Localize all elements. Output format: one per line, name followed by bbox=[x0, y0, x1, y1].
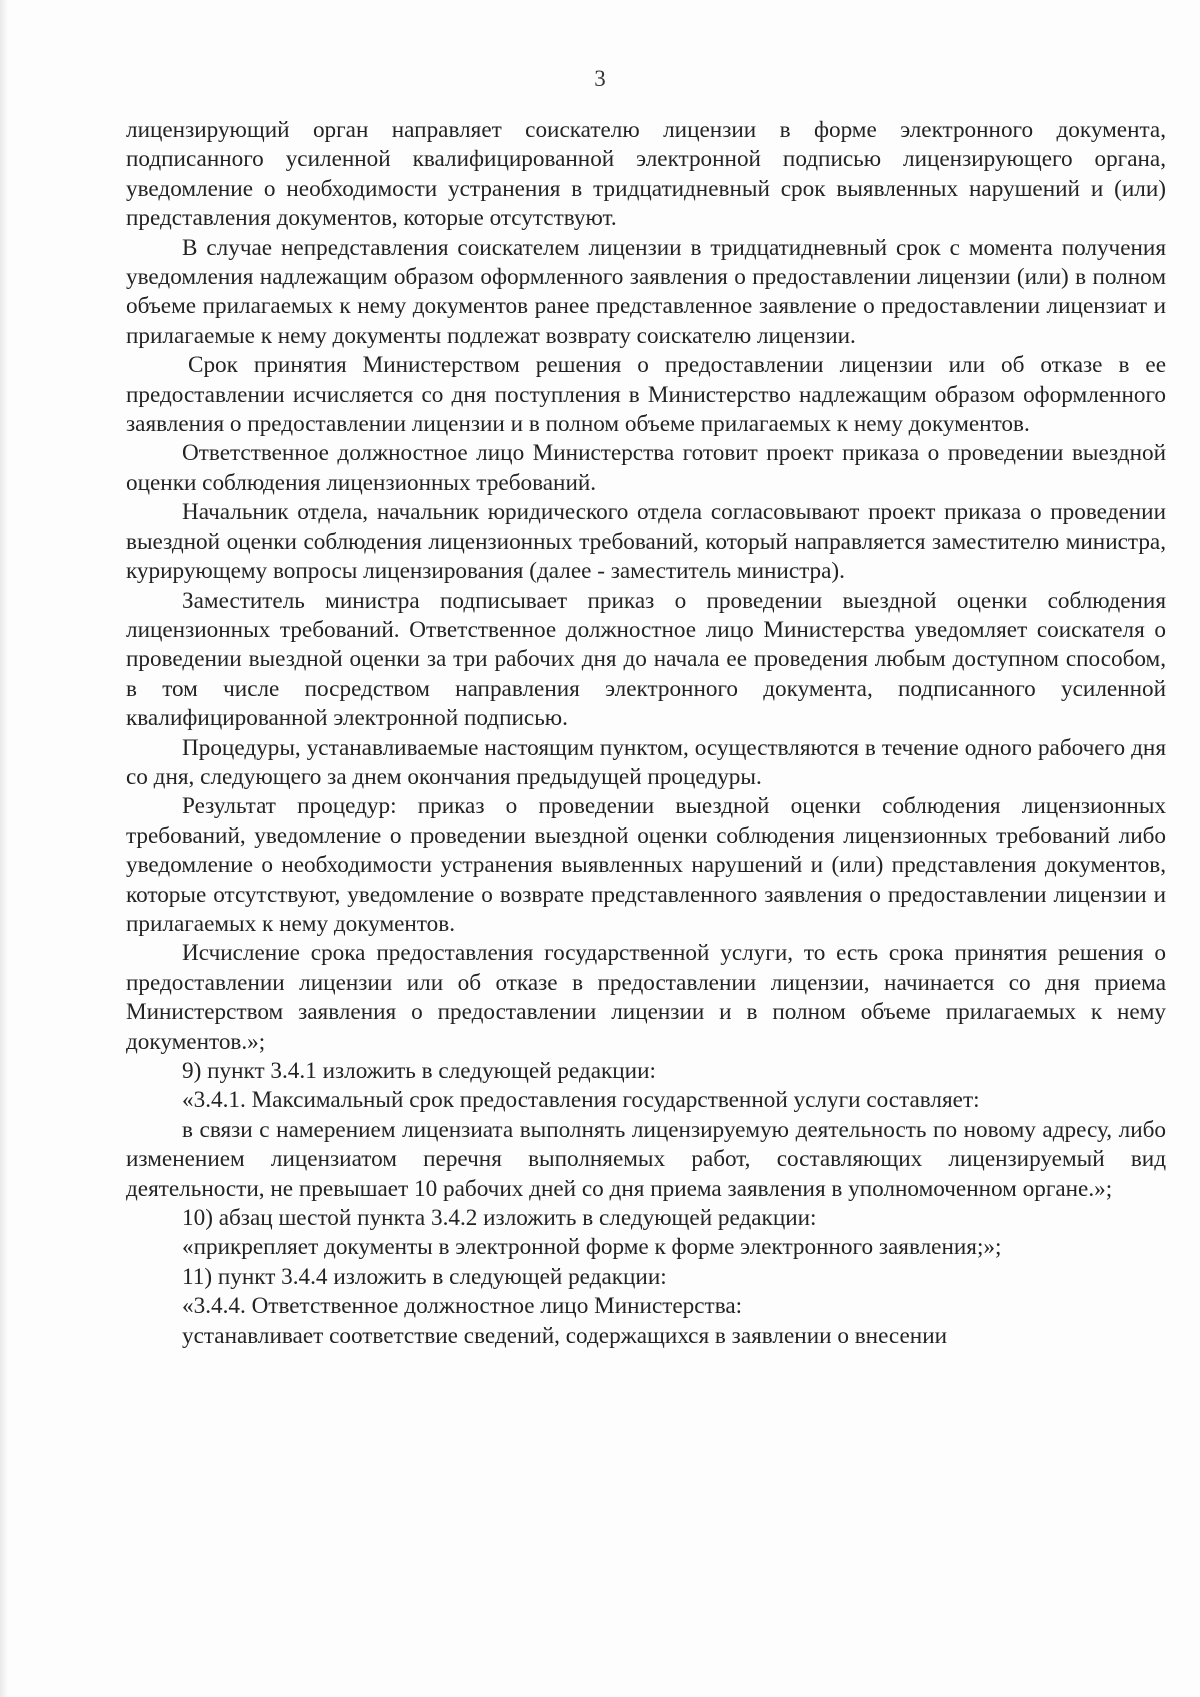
paragraph: лицензирующий орган направляет соискателю лицензии в форме электронного документа, подписанного усиленной квалифицированной электронной подписью лицензирующего органа, уведомление о необходимости устранения в тридцатидневный срок выявленных нарушений и (или) представления документов, которые отсутствуют. bbox=[126, 117, 1166, 232]
scan-shadow-edge bbox=[0, 0, 8, 1697]
paragraph: «3.4.1. Максимальный срок предоставления государственной услуги составляет: bbox=[182, 1087, 980, 1114]
paragraph: Ответственное должностное лицо Министерства готовит проект приказа о проведении выездной оценки соблюдения лицензионных требований. bbox=[126, 440, 1166, 496]
paragraph: Начальник отдела, начальник юридического отдела согласовывают проект приказа о проведении выездной оценки соблюдения лицензионных требований, который направляется заместителю министра, курирующему вопросы лицензирования (далее - заместитель министра). bbox=[126, 499, 1166, 585]
paragraph: Срок принятия Министерством решения о предоставлении лицензии или об отказе в ее предоставлении исчисляется со дня поступления в Министерство надлежащим образом оформленного заявления о предоставлении лицензии и в полном объеме прилагаемых к нему документов. bbox=[126, 352, 1166, 438]
paragraph: 9) пункт 3.4.1 изложить в следующей редакции: bbox=[182, 1058, 656, 1084]
paragraph: Исчисление срока предоставления государственной услуги, то есть срока принятия решения о предоставлении лицензии или об отказе в предоставлении лицензии, начинается со дня приема Министерством заявления о предоставлении лицензии и в полном объеме прилагаемых к нему документов.»; bbox=[126, 940, 1166, 1055]
paragraph: в связи с намерением лицензиата выполнять лицензируемую деятельность по новому адресу, либо изменением лицензиатом перечня выполняемых работ, составляющих лицензируемый вид деятельности, не превышает 10 рабочих дней со дня приема заявления в уполномоченном органе.»; bbox=[126, 1116, 1166, 1202]
paragraph: 11) пункт 3.4.4 изложить в следующей редакции: bbox=[182, 1263, 667, 1290]
paragraph: «прикрепляет документы в электронной форме к форме электронного заявления;»; bbox=[182, 1234, 1002, 1261]
paragraph: 10) абзац шестой пункта 3.4.2 изложить в следующей редакции: bbox=[182, 1205, 817, 1232]
paragraph: «3.4.4. Ответственное должностное лицо Министерства: bbox=[182, 1293, 743, 1320]
paragraph: Процедуры, устанавливаемые настоящим пунктом, осуществляются в течение одного рабочего дня со дня, следующего за днем окончания предыдущей процедуры. bbox=[126, 734, 1166, 790]
paragraph: В случае непредставления соискателем лицензии в тридцатидневный срок с момента получения уведомления надлежащим образом оформленного заявления о предоставлении лицензии (или) в полном объеме прилагаемых к нему документов ранее представленное заявление о предоставлении лицензиат и прилагаемые к нему документы подлежат возврату соискателю лицензии. bbox=[126, 234, 1166, 349]
document-body bbox=[126, 116, 1166, 1351]
paragraph: Результат процедур: приказ о проведении выездной оценки соблюдения лицензионных требований, уведомление о проведении выездной оценки соблюдения лицензионных требований либо уведомление о необходимости устранения выявленных нарушений и (или) представления документов, которые отсутствуют, уведомление о возврате представленного заявления о предоставлении лицензии и прилагаемых к нему документов. bbox=[126, 793, 1166, 937]
page-number: 3 bbox=[594, 66, 606, 91]
paragraph: Заместитель министра подписывает приказ о проведении выездной оценки соблюдения лицензионных требований. Ответственное должностное лицо Министерства уведомляет соискателя о проведении выездной оценки за три рабочих дня до начала ее проведения любым доступном способом, в том числе посредством направления электронного документа, подписанного усиленной квалифицированной электронной подписью. bbox=[126, 587, 1166, 732]
paragraph: устанавливает соответствие сведений, содержащихся в заявлении о внесении bbox=[182, 1322, 948, 1349]
